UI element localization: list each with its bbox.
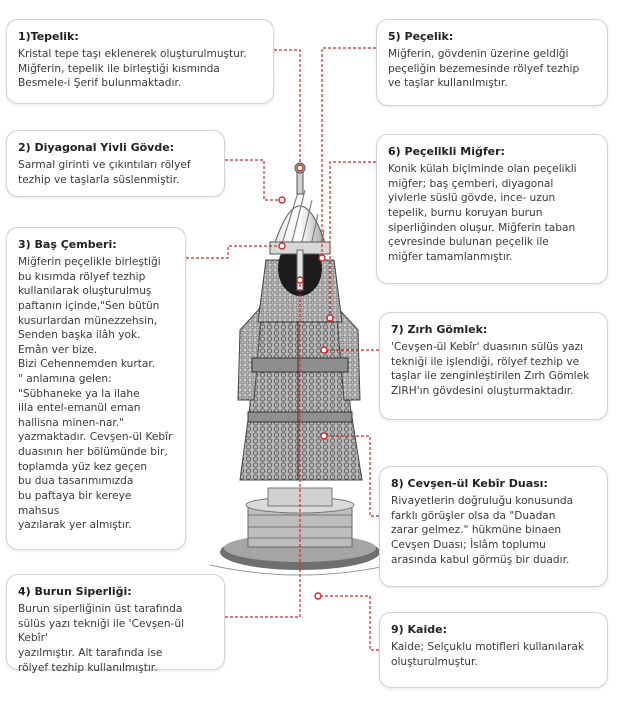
callout-body: Kristal tepe taşı eklenerek oluşturulmuştur. Miğferin, tepelik ile birleştiği kısmında Besmele-i Şerif bulunmaktadır. (18, 48, 247, 90)
callout-body: Sarmal girinti ve çıkıntıları rölyef tezhip ve taşlarla süslenmiştir. (18, 159, 191, 186)
callout-kaide (379, 612, 608, 688)
callout-zirh-gomlek (379, 312, 608, 420)
callout-title: 8) Cevşen-ül Kebîr Duası: (391, 477, 548, 490)
callout-title: 6) Peçelikli Miğfer: (388, 145, 505, 158)
callout-body: Rivayetlerin doğruluğu konusunda farklı görüşler olsa da "Duadan zarar gelmez." hükmüne binaen Cevşen Duası; İslâm toplumu arasında kabul görmüş bir duadır. (391, 495, 574, 566)
callout-bas-cemberi (6, 227, 186, 550)
callout-title: 9) Kaide: (391, 623, 447, 636)
callout-tepelik (6, 19, 274, 104)
callout-body: 'Cevşen-ül Kebîr' duasının sülüs yazı tekniği ile işlendiği, rölyef tezhip ve taşlar ile zenginleştirilen Zırh Gömlek ZIRH'ın gövdesini oluşturmaktadır. (391, 341, 590, 397)
callout-title: 4) Burun Siperliği: (18, 585, 132, 598)
callout-diyagonal-yivli-govde (6, 130, 225, 197)
callout-body: Miğferin, gövdenin üzerine geldiği peçeliğin bezemesinde rölyef tezhip ve taşlar kullanılmıştır. (388, 48, 580, 90)
callout-burun-siperligi (6, 574, 225, 674)
callout-title: 1)Tepelik: (18, 30, 79, 43)
callout-pecelik (376, 19, 608, 106)
callout-pecelikli-migfer (376, 134, 608, 284)
callout-cevsen-ul-kebir-duasi (379, 466, 608, 587)
callout-title: 3) Baş Çemberi: (18, 238, 117, 251)
callout-title: 2) Diyagonal Yivli Gövde: (18, 141, 175, 154)
callout-title: 7) Zırh Gömlek: (391, 323, 488, 336)
callout-body: Konik külah biçiminde olan peçelikli miğfer; baş çemberi, diyagonal yivlerle süslü gövde, ince- uzun tepelik, burnu koruyan burun siperliğinden oluşur. Miğferin taban çevresinde bulunan peçelik ile miğfer tamamlanmıştır. (388, 163, 577, 263)
callout-title: 5) Peçelik: (388, 30, 454, 43)
callout-body: Burun siperliğinin üst tarafında sülüs yazı tekniği ile 'Cevşen-ül Kebîr' yazılmıştır. Alt tarafında ise rölyef tezhip kullanılmıştır. (18, 603, 185, 674)
callout-body: Miğferin peçelikle birleştiği bu kısımda rölyef tezhip kullanılarak oluşturulmuş paftanın içinde,"Sen bütün kusurlardan münezzehsin, Senden başka ilâh yok. Emân ver bize. Bizi Cehennemden kurtar. " anlamına gelen: "Sübhaneke ya la ilahe illa entel-emanül eman hallisna minen-nar." yazmaktadır. Cevşen-ül Kebîr duasının her bölümünde bir, toplamda yüz kez geçen bu dua tasarımımızda bu paftaya bir kereye mahsus yazılarak yer almıştır. (18, 256, 173, 532)
callout-body: Kaide; Selçuklu motifleri kullanılarak oluşturulmuştur. (391, 641, 584, 668)
